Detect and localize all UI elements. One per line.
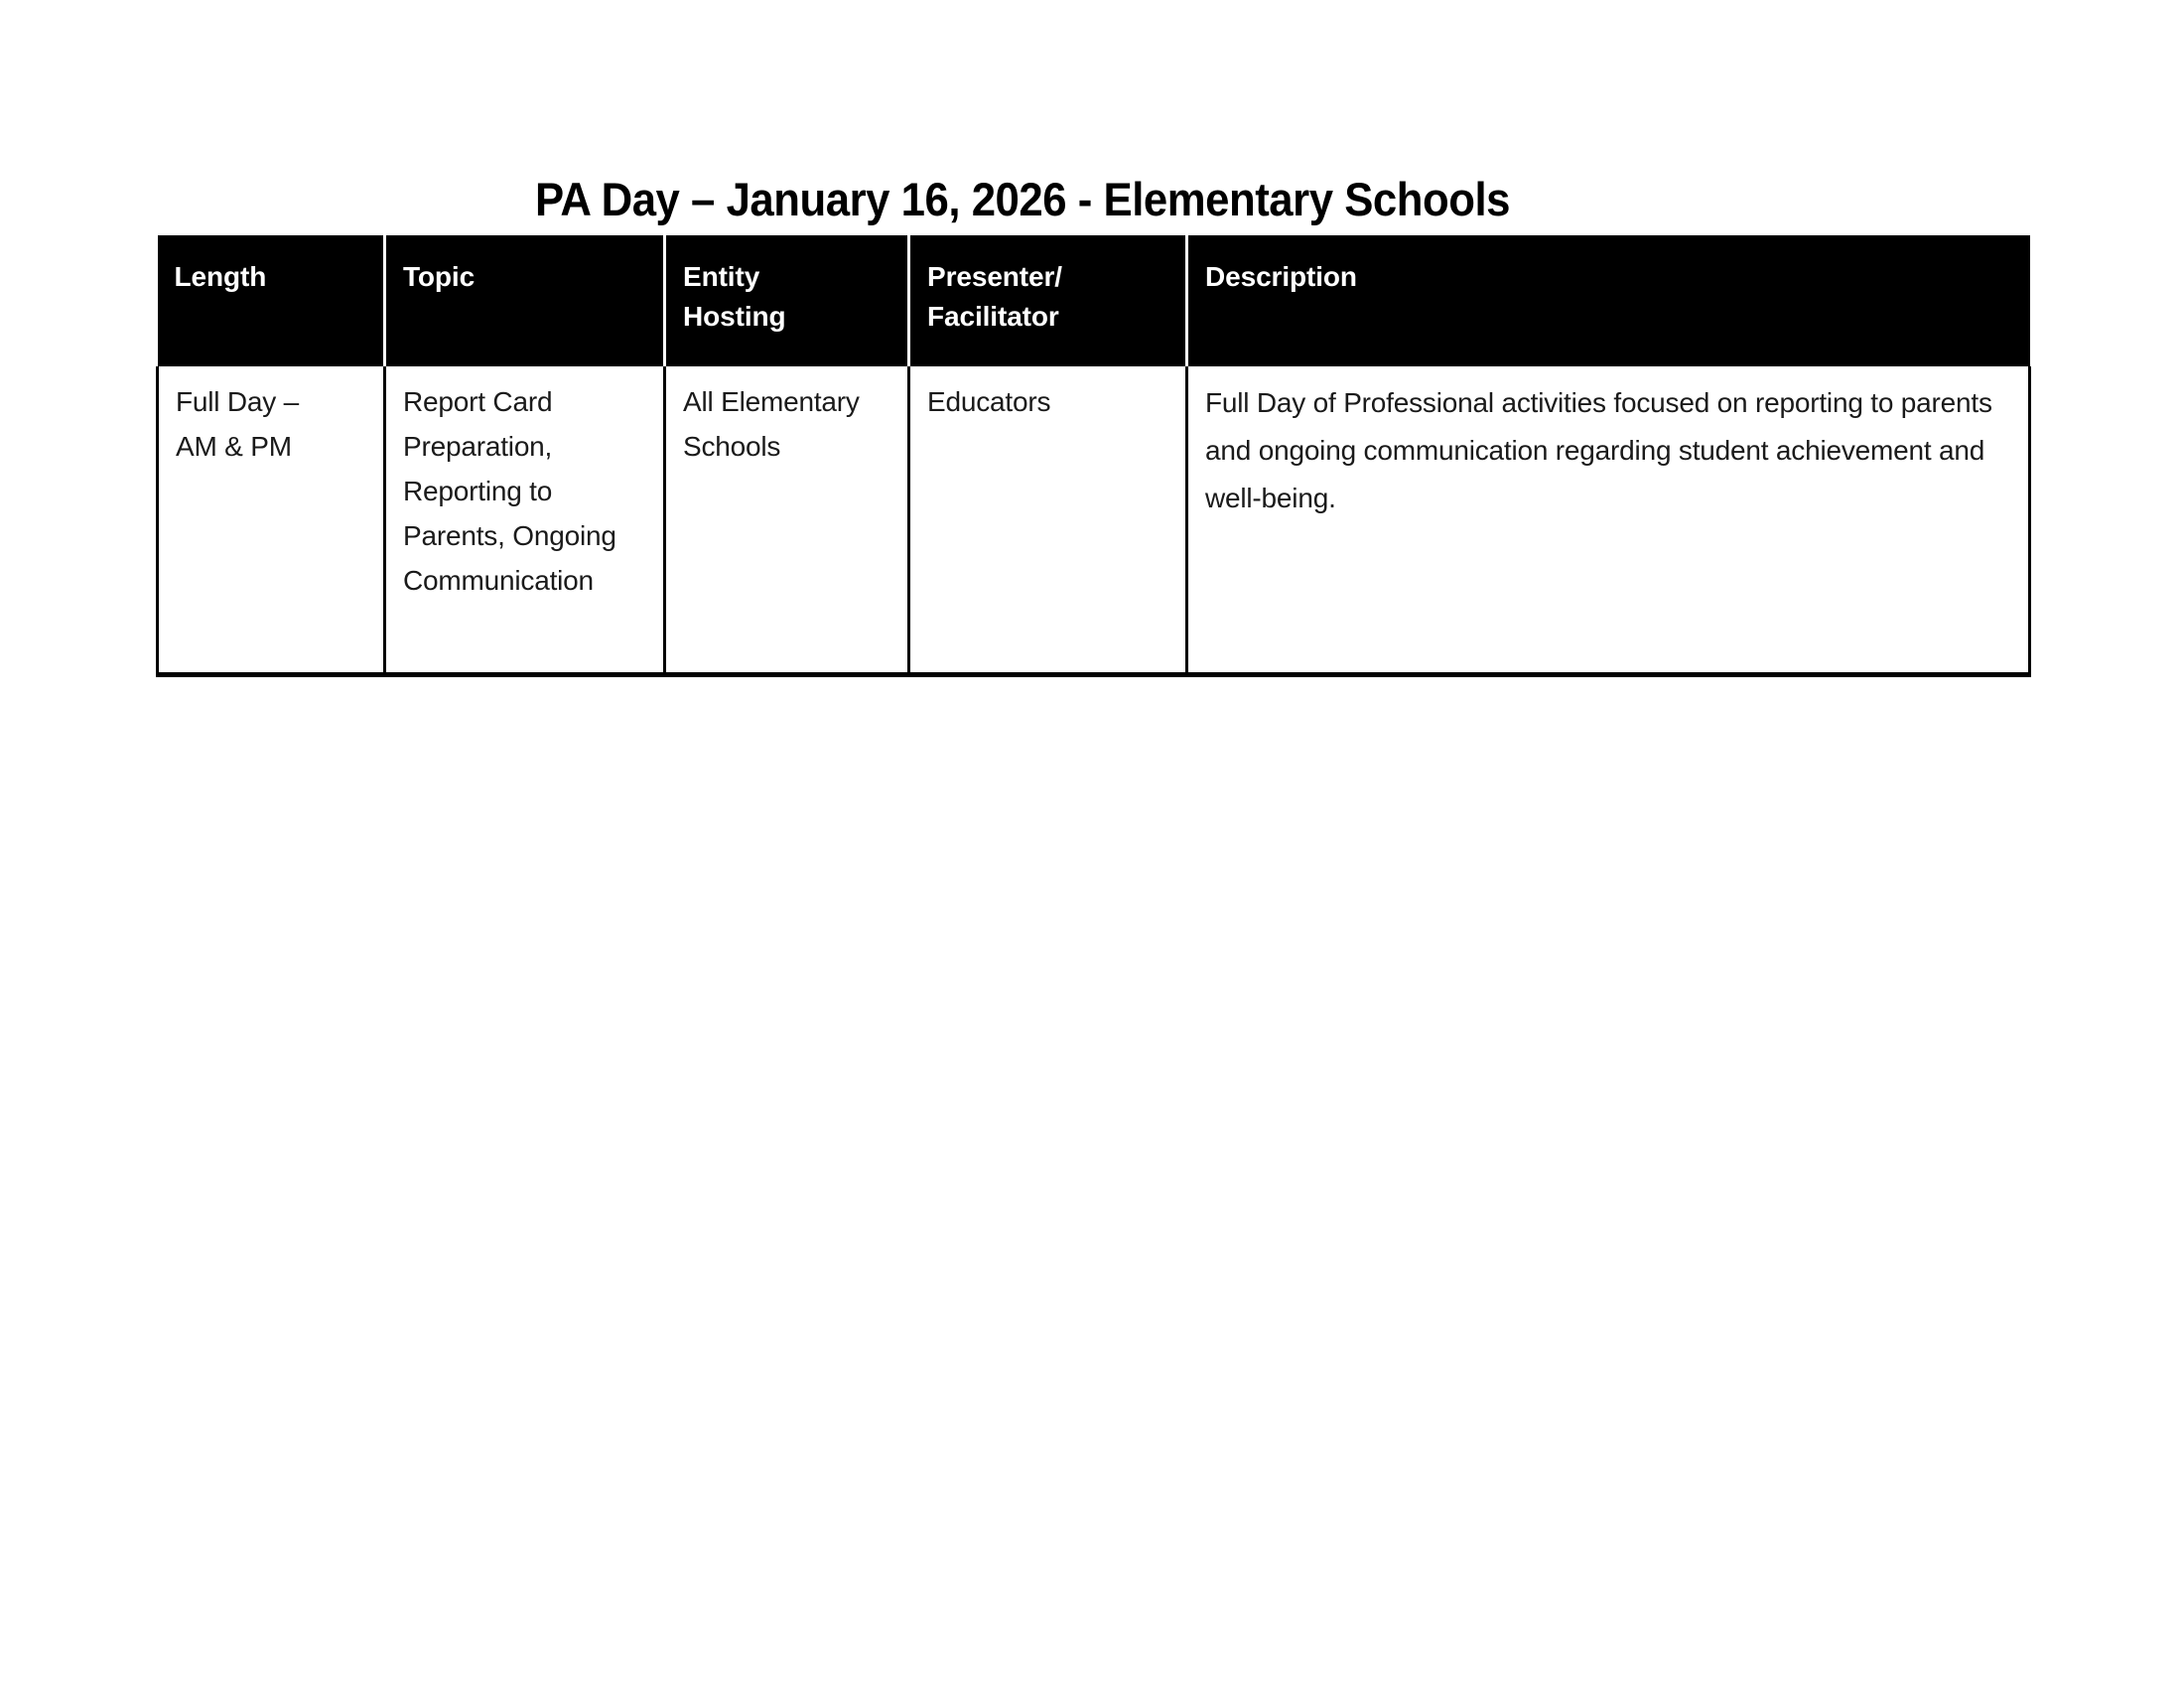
pa-day-schedule-table bbox=[156, 235, 2031, 677]
column-header-description-label: Description bbox=[1205, 261, 1357, 292]
table-header-row bbox=[158, 235, 2030, 366]
cell-entity-hosting: All Elementary Schools bbox=[665, 366, 909, 674]
column-header-length-label: Length bbox=[174, 261, 267, 292]
column-header-length bbox=[158, 235, 385, 366]
column-header-entity-line-2: Hosting bbox=[683, 301, 786, 332]
table-row bbox=[158, 366, 2030, 674]
cell-length-line-1: Full Day – bbox=[176, 386, 300, 417]
cell-length-line-2: AM & PM bbox=[176, 431, 292, 462]
page-title: PA Day – January 16, 2026 - Elementary Schools bbox=[534, 173, 1510, 226]
column-header-entity-hosting bbox=[665, 235, 909, 366]
cell-description: Full Day of Professional activities focused on reporting to parents and ongoing communication regarding student achievement and well-being. bbox=[1187, 366, 2030, 674]
cell-presenter-facilitator: Educators bbox=[909, 366, 1187, 674]
column-header-presenter-line-1: Presenter/ bbox=[927, 261, 1062, 292]
column-header-topic-label: Topic bbox=[403, 261, 476, 292]
column-header-description bbox=[1187, 235, 2030, 366]
column-header-presenter-line-2: Facilitator bbox=[927, 301, 1059, 332]
column-header-presenter-facilitator bbox=[909, 235, 1187, 366]
cell-topic: Report Card Preparation, Reporting to Parents, Ongoing Communication bbox=[385, 366, 665, 674]
cell-length bbox=[158, 366, 385, 674]
column-header-topic bbox=[385, 235, 665, 366]
table-body bbox=[158, 366, 2030, 674]
table-header bbox=[158, 235, 2030, 366]
column-header-entity-line-1: Entity bbox=[683, 261, 760, 292]
schedule-table-container bbox=[156, 235, 2028, 677]
